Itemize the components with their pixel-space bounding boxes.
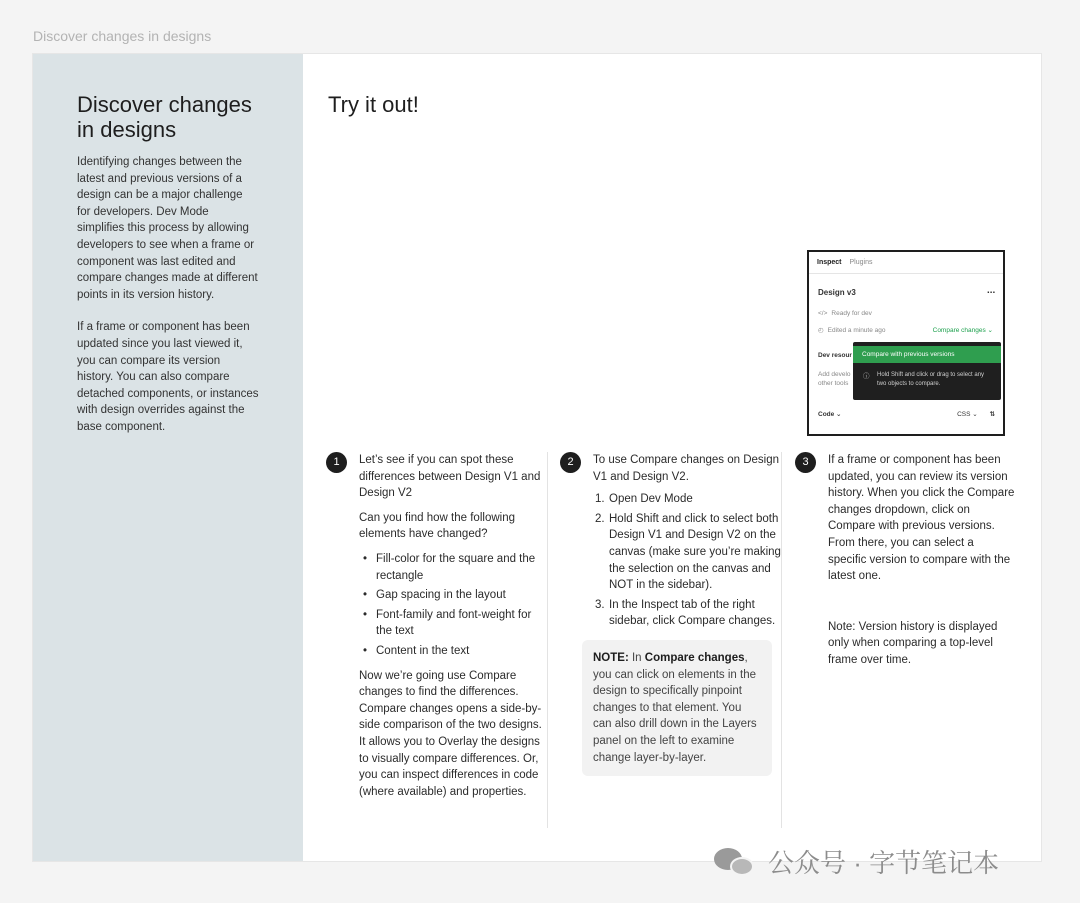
- column-divider: [781, 452, 782, 828]
- design-name-row: [818, 288, 995, 297]
- step-number: 2: [560, 452, 581, 473]
- numbered-list: [593, 491, 782, 630]
- sidebar-title: Discover changes in designs: [77, 92, 252, 142]
- step-question: Can you find how the following elements have changed?: [359, 511, 515, 541]
- code-label[interactable]: Code ⌄: [818, 411, 842, 418]
- step-intro: Let’s see if you can spot these differences between Design V1 and Design V2: [359, 454, 541, 500]
- frame-label: Discover changes in designs: [33, 28, 212, 44]
- dropdown-hint: [853, 363, 1001, 389]
- add-dev-resources-text: Add develo other tools: [818, 371, 851, 387]
- step-note: Note: Version history is displayed only when comparing a top-level frame over time.: [828, 620, 998, 666]
- panel-tabs: [809, 252, 1003, 274]
- settings-icon[interactable]: ⇅: [989, 411, 995, 418]
- list-item: 2. Hold Shift and click to select both Design V1 and Design V2 on the canvas (make sure you’re making the selection on the canvas and NOT in the sidebar).: [595, 512, 781, 592]
- inspect-panel-screenshot: [807, 250, 1005, 436]
- list-item: 1. Open Dev Mode: [595, 493, 693, 506]
- column-divider: [547, 452, 548, 828]
- page-title: Try it out!: [328, 92, 419, 117]
- step-intro: To use Compare changes on Design V1 and Design V2.: [593, 454, 780, 483]
- dev-resources-label: Dev resour: [818, 352, 852, 359]
- step-intro: If a frame or component has been updated, you can review its version history. When you click the Compare changes dropdown, click on Compare with previous versions. From there, you can select a specific version to compare with the latest one.: [828, 454, 1015, 583]
- compare-previous-versions-option[interactable]: Compare with previous versions: [853, 346, 1001, 363]
- watermark-text: 公众号 · 字节笔记本: [768, 848, 1000, 878]
- step-number: 3: [795, 452, 816, 473]
- step-2: [560, 452, 782, 776]
- step-1: [326, 452, 546, 808]
- edited-label: Edited a minute ago: [827, 326, 886, 334]
- list-item: • Fill-color for the square and the rectangle: [359, 551, 546, 584]
- list-item: 3. In the Inspect tab of the right sidebar, click Compare changes.: [595, 598, 776, 628]
- watermark: [714, 843, 999, 880]
- tab-plugins[interactable]: Plugins: [849, 259, 873, 266]
- info-icon: ⓘ: [863, 373, 870, 380]
- slide-frame: [32, 53, 1042, 862]
- history-icon: ◴: [818, 327, 824, 334]
- note-bold: Compare changes: [644, 651, 745, 664]
- ready-label: Ready for dev: [831, 310, 872, 317]
- compare-dropdown-menu: [853, 342, 1001, 400]
- more-icon[interactable]: ⋯: [987, 288, 995, 297]
- sidebar-paragraph: Identifying changes between the latest and previous versions of a design can be a major challenge for developers. Dev Mode simplifies this process by allowing developers to see when a frame or component was last edited and compare changes made at different points in its version history.: [77, 156, 258, 301]
- step-number: 1: [326, 452, 347, 473]
- wechat-icon: [714, 846, 758, 878]
- note-label: NOTE:: [593, 651, 629, 664]
- bullet-list: [359, 551, 546, 660]
- design-name: Design v3: [818, 288, 856, 297]
- compare-changes-dropdown[interactable]: Compare changes ⌄: [932, 327, 993, 334]
- sidebar-paragraph: If a frame or component has been updated since you last viewed it, you can compare its version history. You can also compare detached components, or instances with design overrides against the base component.: [77, 321, 259, 433]
- info-sidebar: [33, 54, 303, 861]
- tab-inspect[interactable]: Inspect: [817, 259, 842, 266]
- note-text: , you can click on elements in the design to specifically pinpoint changes to that element. You can also drill down in the Layers panel on the left to examine change layer-by-layer.: [593, 651, 757, 764]
- ready-status: [818, 310, 872, 317]
- dropdown-hint-text: Hold Shift and click or drag to select any two objects to compare.: [877, 372, 985, 387]
- step-outro: Now we’re going use Compare changes to find the differences. Compare changes opens a side-by-side comparison of the two designs. It allows you to Overlay the designs to visually compare differences. Or, you can inspect differences in code (where available) and properties.: [359, 669, 542, 798]
- edited-status: [818, 326, 886, 334]
- list-item: • Font-family and font-weight for the text: [359, 607, 546, 640]
- list-item: • Gap spacing in the layout: [359, 587, 546, 604]
- code-row: [818, 410, 995, 418]
- code-icon: </>: [818, 310, 828, 317]
- list-item: • Content in the text: [359, 643, 546, 660]
- css-select[interactable]: CSS ⌄: [957, 411, 978, 418]
- step-3: [795, 452, 1015, 677]
- note-box: NOTE: In Compare changes, you can click on elements in the design to specifically pinpoint changes to that element. You can also drill down in the Layers panel on the left to examine change layer-by-layer.: [582, 640, 772, 776]
